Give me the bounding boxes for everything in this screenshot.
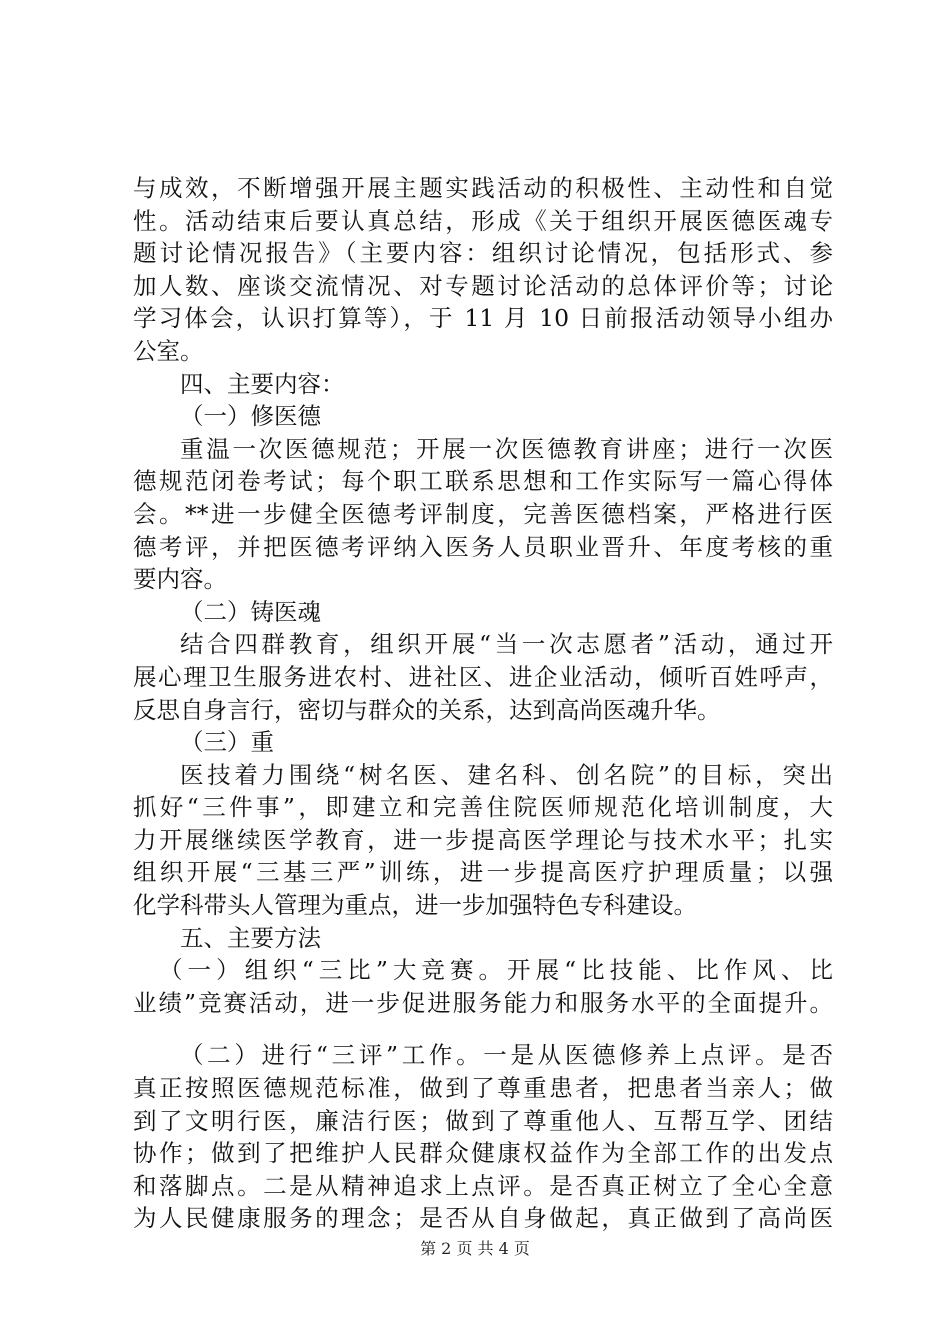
text-line: 协作；做到了把维护人民群众健康权益作为全部工作的出发点 [133,1139,833,1168]
text-line: 题讨论情况报告》（主要内容：组织讨论情况，包括形式、参 [133,239,833,268]
text-line: （三）重 [180,728,274,757]
text-line: 要内容。 [133,565,227,594]
text-line: 力开展继续医学教育，进一步提高医学理论与技术水平；扎实 [133,825,833,854]
text-line: 抓好“三件事”，即建立和完善住院医师规范化培训制度，大 [133,793,833,822]
text-line: 到了文明行医，廉洁行医；做到了尊重他人、互帮互学、团结 [133,1106,833,1135]
text-line: 公室。 [133,336,204,365]
document-body [133,172,833,1235]
paragraph-gap [133,1019,833,1039]
text-line: 性。活动结束后要认真总结，形成《关于组织开展医德医魂专 [133,206,833,235]
text-line: （一）组织“三比”大竞赛。开展“比技能、比作风、比 [159,956,833,985]
text-line: 为人民健康服务的理念；是否从自身做起，真正做到了高尚医 [133,1204,833,1233]
text-line: （二）进行“三评”工作。一是从医德修养上点评。是否 [180,1041,833,1070]
text-line: 业绩”竞赛活动，进一步促进服务能力和服务水平的全面提升。 [133,988,833,1017]
text-line: 加人数、座谈交流情况、对专题讨论活动的总体评价等；讨论 [133,271,833,300]
text-line: 组织开展“三基三严”训练，进一步提高医疗护理质量；以强 [133,858,833,887]
text-line: 学习体会，认识打算等），于 11 月 10 日前报活动领导小组办 [133,304,833,333]
text-line: 和落脚点。二是从精神追求上点评。是否真正树立了全心全意 [133,1171,833,1200]
text-line: 德规范闭卷考试；每个职工联系思想和工作实际写一篇心得体 [133,467,833,496]
text-line: 医技着力围绕“树名医、建名科、创名院”的目标，突出 [180,760,833,789]
text-line: 德考评，并把医德考评纳入医务人员职业晋升、年度考核的重 [133,532,833,561]
text-line: 重温一次医德规范；开展一次医德教育讲座；进行一次医 [180,434,833,463]
text-line: （一）修医德 [180,402,321,431]
text-line: 四、主要内容： [180,369,345,398]
text-line: 结合四群教育，组织开展“当一次志愿者”活动，通过开 [180,630,833,659]
text-line: 真正按照医德规范标准，做到了尊重患者，把患者当亲人；做 [133,1074,833,1103]
text-line: 展心理卫生服务进农村、进社区、进企业活动，倾听百姓呼声， [133,662,833,691]
text-line: 会。**进一步健全医德考评制度，完善医德档案，严格进行医 [133,499,833,528]
text-line: （二）铸医魂 [180,597,321,626]
page-footer: 第 2 页 共 4 页 [420,1239,530,1258]
text-line: 反思自身言行，密切与群众的关系，达到高尚医魂升华。 [133,695,721,724]
text-line: 与成效，不断增强开展主题实践活动的积极性、主动性和自觉 [133,174,833,202]
text-line: 化学科带头人管理为重点，进一步加强特色专科建设。 [133,891,697,920]
text-line: 五、主要方法 [180,923,321,952]
